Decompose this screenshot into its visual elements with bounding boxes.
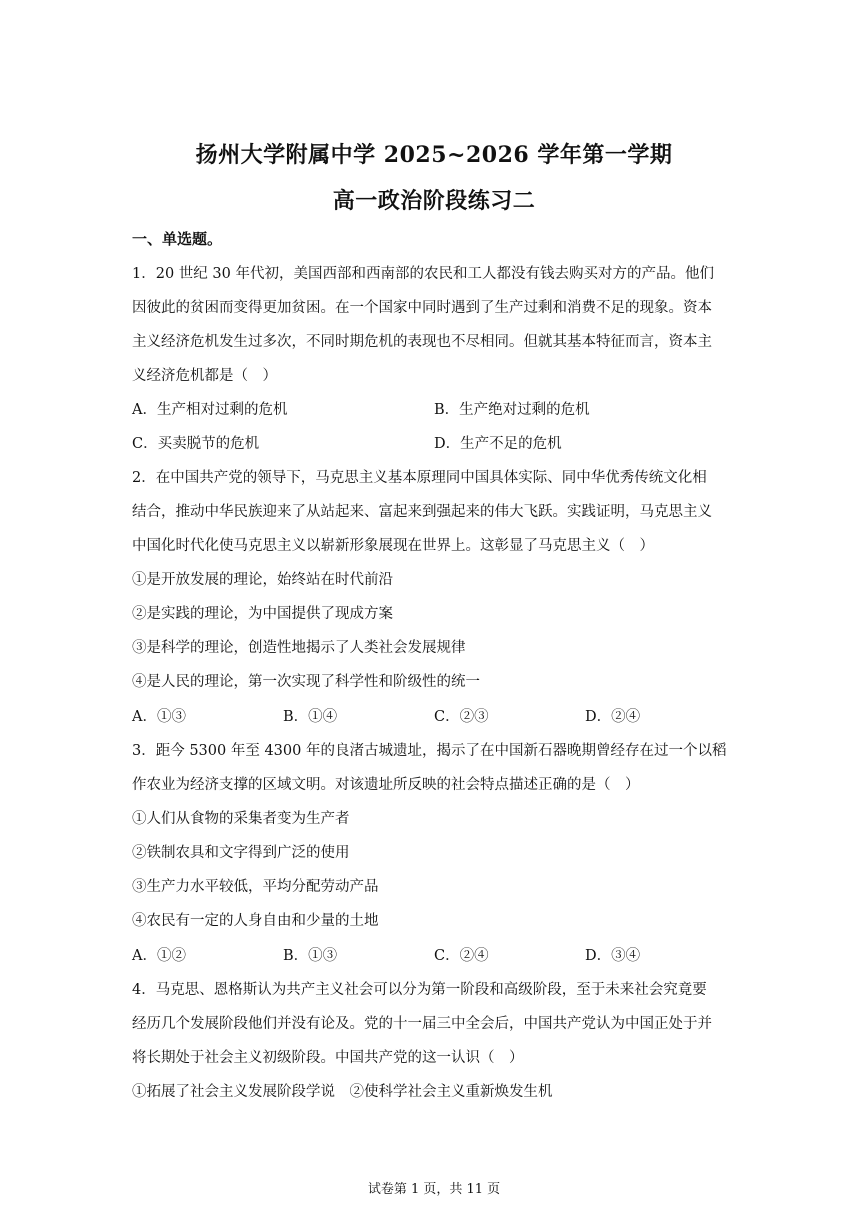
q3-line: 作农业为经济支撑的区域文明。对该遗址所反映的社会特点描述正确的是（ ）: [132, 777, 640, 793]
q1-line: 因彼此的贫困而变得更加贫困。在一个国家中同时遇到了生产过剩和消费不足的现象。资本: [132, 300, 712, 316]
q3-option-a: A．①②: [132, 948, 186, 964]
q3-item: ②铁制农具和文字得到广泛的使用: [132, 845, 350, 861]
q2-line: 2．在中国共产党的领导下，马克思主义基本原理同中国具体实际、同中华优秀传统文化相: [132, 470, 707, 486]
q4-line: 4．马克思、恩格斯认为共产主义社会可以分为第一阶段和高级阶段，至于未来社会究竟要: [132, 982, 707, 998]
q1-option-d: D．生产不足的危机: [434, 436, 562, 452]
q2-line: 中国化时代化使马克思主义以崭新形象展现在世界上。这彰显了马克思主义（ ）: [132, 538, 654, 554]
q3-item: ①人们从食物的采集者变为生产者: [132, 811, 350, 827]
q2-option-a: A．①③: [132, 709, 186, 725]
section-heading: 一、单选题。: [132, 230, 223, 248]
q4-line: 经历几个发展阶段他们并没有论及。党的十一届三中全会后，中国共产党认为中国正处于并: [132, 1016, 712, 1032]
q2-line: 结合，推动中华民族迎来了从站起来、富起来到强起来的伟大飞跃。实践证明，马克思主义: [132, 504, 712, 520]
q2-item: ②是实践的理论，为中国提供了现成方案: [132, 606, 393, 622]
q1-line: 义经济危机都是（ ）: [132, 368, 277, 384]
q1-line: 主义经济危机发生过多次，不同时期危机的表现也不尽相同。但就其基本特征而言，资本主: [132, 334, 712, 350]
q4-items: ①拓展了社会主义发展阶段学说 ②使科学社会主义重新焕发生机: [132, 1084, 553, 1100]
q3-line: 3．距今 5300 年至 4300 年的良渚古城遗址，揭示了在中国新石器晚期曾经存在过一个以稻: [132, 743, 727, 759]
q2-option-d: D．②④: [585, 709, 641, 725]
q2-item: ④是人民的理论，第一次实现了科学性和阶级性的统一: [132, 674, 480, 690]
q3-option-b: B．①③: [283, 948, 338, 964]
q1-line: 1．20 世纪 30 年代初，美国西部和西南部的农民和工人都没有钱去购买对方的产品。他们: [132, 266, 714, 282]
exam-subtitle: 高一政治阶段练习二: [332, 188, 536, 214]
q2-item: ①是开放发展的理论，始终站在时代前沿: [132, 572, 393, 588]
q1-option-c: C．买卖脱节的危机: [132, 436, 260, 452]
page-footer: 试卷第 1 页，共 11 页: [367, 1182, 501, 1197]
exam-title: 扬州大学附属中学 2025~2026 学年第一学期: [195, 142, 673, 168]
q1-option-b: B．生产绝对过剩的危机: [434, 402, 590, 418]
q2-option-c: C．②③: [434, 709, 489, 725]
q2-option-b: B．①④: [283, 709, 338, 725]
q3-item: ④农民有一定的人身自由和少量的土地: [132, 913, 379, 929]
q1-option-a: A．生产相对过剩的危机: [132, 402, 288, 418]
q3-option-d: D．③④: [585, 948, 641, 964]
q2-item: ③是科学的理论，创造性地揭示了人类社会发展规律: [132, 640, 466, 656]
q3-option-c: C．②④: [434, 948, 489, 964]
q3-item: ③生产力水平较低，平均分配劳动产品: [132, 879, 379, 895]
q4-line: 将长期处于社会主义初级阶段。中国共产党的这一认识（ ）: [132, 1050, 524, 1066]
